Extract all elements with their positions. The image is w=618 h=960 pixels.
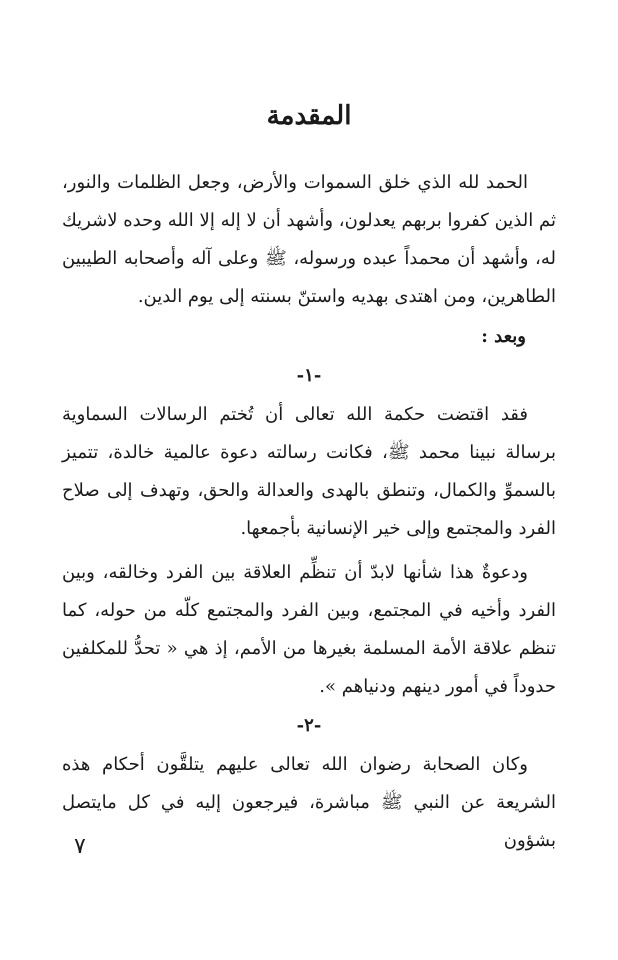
intro-paragraph: الحمد لله الذي خلق السموات والأرض، وجعل الظلمات والنور، ثم الذين كفروا بربهم يعدلون، وأشهد أن لا إله إلا الله وحده لاشريك له، وأشهد أن محمداً عبده ورسوله، ﷺ وعلى آله وأصحابه الطيبين الطاهرين، ومن اهتدى بهديه واستنّ بسنته إلى يوم الدين. <box>62 172 556 307</box>
section-1-marker: -١- <box>296 365 322 386</box>
page-content <box>62 96 556 860</box>
section-2-paragraph-1: وكان الصحابة رضوان الله تعالى عليهم يتلقَّون أحكام هذه الشريعة عن النبي ﷺ مباشرة، فيرجعون إليه في كل مايتصل بشؤون <box>62 754 556 851</box>
page-number: ٧ <box>74 834 86 859</box>
wabad-heading: وبعد : <box>481 326 526 347</box>
section-2-marker: -٢- <box>296 715 322 736</box>
section-1-paragraph-2: ودعوةٌ هذا شأنها لابدّ أن تنظِّم العلاقة بين الفرد وخالقه، وبين الفرد وأخيه في المجتمع، وبين الفرد والمجتمع كلّه من حوله، كما تنظم علاقة الأمة المسلمة بغيرها من الأمم، إذ هي « تحدُّ للمكلفين حدوداً في أمور دينهم ودنياهم ». <box>62 562 556 697</box>
page-title: المقدمة <box>266 101 352 131</box>
section-1-paragraph-1: فقد اقتضت حكمة الله تعالى أن تُختم الرسالات السماوية برسالة نبينا محمد ﷺ، فكانت رسالته دعوة عالمية خالدة، تتميز بالسموِّ والكمال، وتنطق بالهدى والعدالة والحق، وتهدف إلى صلاح الفرد والمجتمع وإلى خير الإنسانية بأجمعها. <box>62 404 556 539</box>
